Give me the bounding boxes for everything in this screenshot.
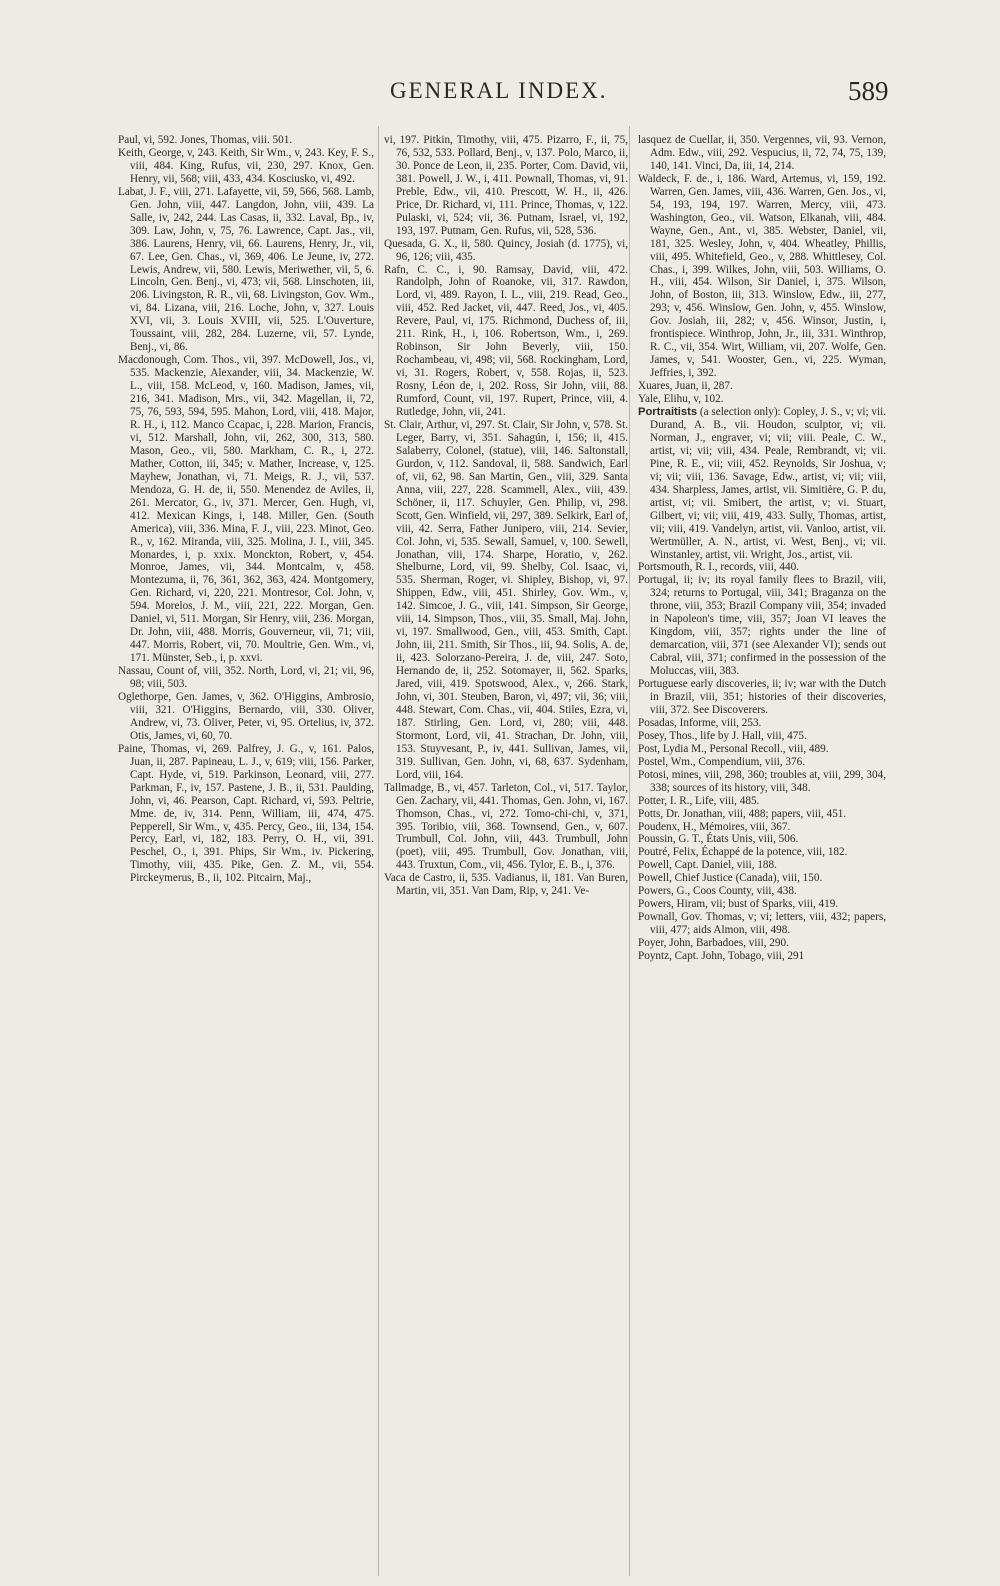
index-entry: Postel, Wm., Compendium, viii, 376. bbox=[638, 755, 805, 768]
index-entry: Posadas, Informe, viii, 253. bbox=[638, 716, 762, 729]
index-entry: Macdonough, Com. Thos., vii, 397. McDowell, Jos., vi, 535. Mackenzie, Alexander, viii, 34. Mackenzie, W. L., viii, 158. McLeod, v, 160. Madison, James, vii, 216, 341. Madison, Mrs., vii, 342. Magellan, ii, 72, 75, 76, 593, 594, 595. Mahon, Lord, viii, 418. Major, R. H., i, 112. Manco Ccapac, i, 228. Marion, Francis, vi, 512. Marshall, John, vii, 262, 300, 313, 580. Mason, Geo., vii, 580. Markham, C. R., i, 272. Mather, Cotton, iii, 345; v. Mather, Increase, v, 125. Mayhew, Jonathan, vi, 71. Meigs, R. J., vii, 537. Mendoza, G. H. de, ii, 550. Menendez de Aviles, ii, 261. Mercator, G., iv, 371. Mercer, Gen. Hugh, vi, 412. Mexican Kings, i, 148. Miller, Gen. (South America), viii, 336. Mina, F. J., viii, 223. Minot, Geo. R., v, 162. Miranda, viii, 325. Molina, J. I., viii, 345. Monardes, i, p. xxix. Monckton, Robert, v, 454. Monroe, James, vii, 344. Montcalm, v, 458. Montezuma, ii, 76, 361, 362, 363, 424. Montgomery, Gen. Richard, vi, 220, 221. Montresor, Col. John, v, 594. Morelos, J. M., viii, 221, 222. Morgan, Gen. Daniel, vi, 511. Morgan, Sir Henry, viii, 236. Morgan, Dr. John, viii, 488. Morris, Gouverneur, vii, 71; viii, 447. Morris, Robert, vii, 70. Moultrie, Gen. Wm., vi, 171. Münster, Seb., i, p. xxvi. bbox=[118, 354, 374, 665]
index-entry: Waldeck, F. de., i, 186. Ward, Artemus, vi, 159, 192. Warren, Gen. James, viii, 436. Warren, Gen. Jos., vi, 54, 193, 194, 197. Warren, Mercy, viii, 473. Washington, Geo., vii. Watson, Elkanah, viii, 484. Wayne, Gen., Ant., vi, 385. Webster, Daniel, vii, 181, 325. Wesley, John, v, 404. Wheatley, Phillis, viii, 495. Whitefield, Geo., v, 288. Whittlesey, Col. Chas., i, 399. Wilkes, John, viii, 503. Williams, O. H., viii, 454. Wilson, Sir Daniel, i, 375. Wilson, John, of Boston, iii, 313. Winslow, Edw., iii, 277, 293; v, 456. Winslow, Gen. John, v, 455. Winslow, Gov. Josiah, iii, 282; v, 456. Winsor, Justin, i, frontispiece. Winthrop, John, Jr., iii, 331. Winthrop, R. C., vii, 354. Wirt, William, vii, 207. Wolfe, Gen. James, v, 541. Wooster, Gen., vi, 225. Wyman, Jeffries, i, 392. bbox=[638, 172, 886, 380]
index-entry: Posey, Thos., life by J. Hall, viii, 475. bbox=[638, 729, 807, 742]
page-header bbox=[0, 78, 1000, 114]
index-entry: Poussin, G. T., États Unis, viii, 506. bbox=[638, 833, 799, 846]
index-entry: Quesada, G. X., ii, 580. Quincy, Josiah (d. 1775), vi, 96, 126; viii, 435. bbox=[384, 237, 628, 263]
index-entry: Powers, G., Coos County, viii, 438. bbox=[638, 885, 797, 898]
index-entry: Paul, vi, 592. Jones, Thomas, viii. 501. bbox=[118, 134, 293, 146]
index-entry: Poyer, John, Barbadoes, viii, 290. bbox=[638, 937, 789, 950]
index-entry: Yale, Elihu, v, 102. bbox=[638, 393, 724, 406]
index-entry: Portsmouth, R. I., records, viii, 440. bbox=[638, 561, 799, 574]
index-entry: Poutré, Felix, Échappé de la potence, viii, 182. bbox=[638, 846, 848, 859]
index-entry: Rafn, C. C., i, 90. Ramsay, David, viii, 472. Randolph, John of Roanoke, vii, 317. Rawdon, Lord, vi, 489. Rayon, I. L., viii, 219. Read, Geo., viii, 452. Red Jacket, vii, 447. Reed, Jos., vi, 405. Revere, Paul, vi, 175. Richmond, Duchess of, iii, 211. Rink, H., i, 106. Robertson, Wm., i, 269. Robinson, Sir John Beverly, viii, 150. Rochambeau, vi, 498; vii, 568. Rockingham, Lord, vi, 31. Rogers, Robert, v, 558. Rojas, ii, 523. Rosny, Léon de, i, 202. Ross, Sir John, viii, 88. Rumford, Count, vii, 197. Rupert, Prince, viii, 4. Rutledge, John, vii, 241. bbox=[384, 263, 628, 419]
index-column-1 bbox=[118, 134, 374, 1564]
index-entry: Powell, Capt. Daniel, viii, 188. bbox=[638, 859, 777, 872]
index-entry: Xuares, Juan, ii, 287. bbox=[638, 380, 733, 393]
index-entry: Powell, Chief Justice (Canada), viii, 150. bbox=[638, 872, 823, 885]
index-entry: Portraitists (a selection only): Copley, J. S., v; vi; vii. Durand, A. B., vii. Houdon, sculptor, vi; vii. Norman, J., engraver, vi; vii; viii. Peale, C. W., artist, vi; vii; viii, 434. Peale, Rembrandt, vi; vii. Pine, R. E., vii; viii, 452. Reynolds, Sir Joshua, v; vi; vii; viii, 136. Savage, Edw., artist, vi; vii; viii, 434. Sharpless, James, artist, vii. Simitière, G. P. du, artist, vi; vii. Smibert, the artist, v; vi. Stuart, Gilbert, vi; vii; viii, 419, 433. Sully, Thomas, artist, vii; viii, 419. Vandelyn, artist, vii. Vanloo, artist, vii. Wertmüller, A. N., artist, vi. West, Benj., vi; vii. Winstanley, artist, vii. Wright, Jos., artist, vii. bbox=[638, 406, 886, 561]
index-columns bbox=[118, 134, 886, 1564]
index-entry: Potts, Dr. Jonathan, viii, 488; papers, viii, 451. bbox=[638, 807, 847, 820]
index-entry: Keith, George, v, 243. Keith, Sir Wm., v, 243. Key, F. S., viii, 484. King, Rufus, vii, 230, 297. Knox, Gen. Henry, vii, 568; viii, 433, 434. Kosciusko, vi, 492. bbox=[118, 146, 374, 185]
index-entry: Potter, I. R., Life, viii, 485. bbox=[638, 794, 760, 807]
index-entry: Labat, J. F., viii, 271. Lafayette, vii, 59, 566, 568. Lamb, Gen. John, viii, 447. Langdon, John, viii, 439. La Salle, iv, 242, 244. Las Casas, ii, 332. Laval, Bp., iv, 309. Law, John, v, 75, 76. Lawrence, Capt. Jas., vii, 386. Laurens, Henry, vii, 66. Laurens, Henry, Jr., vii, 67. Lee, Gen. Chas., vi, 369, 406. Le Jeune, iv, 272. Lewis, Andrew, vii, 580. Lewis, Meriwether, vii, 5, 6. Lincoln, Gen. Benj., vi, 473; vii, 568. Linschoten, iii, 206. Livingston, R. R., vii, 68. Livingston, Gov. Wm., vi, 84. Lizana, viii, 216. Loche, John, v, 327. Louis XVI, vii, 3. Louis XVIII, vii, 525. L'Ouverture, Toussaint, viii, 282, 284. Luzerne, vii, 57. Lynde, Benj., vi, 86. bbox=[118, 185, 374, 354]
index-column-2 bbox=[384, 134, 628, 1564]
index-entry: lasquez de Cuellar, ii, 350. Vergennes, vii, 93. Vernon, Adm. Edw., viii, 292. Vespucius, ii, 72, 74, 75, 139, 140, 141. Vinci, Da, iii, 14, 214. bbox=[638, 134, 886, 172]
index-entry: Post, Lydia M., Personal Recoll., viii, 489. bbox=[638, 742, 829, 755]
index-column-3 bbox=[638, 134, 886, 1564]
index-entry: Potosi, mines, viii, 298, 360; troubles at, viii, 299, 304, 338; sources of its history, viii, 348. bbox=[638, 768, 886, 794]
index-entry: Oglethorpe, Gen. James, v, 362. O'Higgins, Ambrosio, viii, 321. O'Higgins, Bernardo, viii, 330. Oliver, Andrew, vi, 73. Oliver, Peter, vi, 95. Ortelius, iv, 372. Otis, James, vi, 60, 70. bbox=[118, 690, 374, 742]
index-entry: Paine, Thomas, vi, 269. Palfrey, J. G., v, 161. Palos, Juan, ii, 287. Papineau, L. J., v, 619; viii, 156. Parker, Capt. Hyde, vi, 519. Parkinson, Leonard, viii, 277. Parkman, F., iv, 157. Pastene, J. B., ii, 531. Paulding, John, vi, 46. Pearson, Capt. Richard, vi, 593. Peltrie, Mme. de, iv, 314. Penn, William, iii, 474, 475. Pepperell, Sir Wm., v, 435. Percy, Geo., iii, 134, 154. Percy, Earl, vi, 182, 183. Perry, O. H., vii, 391. Peschel, O., i, 391. Phips, Sir Wm., iv. Pickering, Timothy, viii, 435. Pike, Gen. Z. M., vii, 554. Pirckeymerus, B., ii, 102. Pitcairn, Maj., bbox=[118, 742, 374, 885]
index-entry: Portuguese early discoveries, ii; iv; war with the Dutch in Brazil, viii, 351; histories of their discoveries, viii, 372. See Discoverers. bbox=[638, 678, 886, 716]
index-entry: Pownall, Gov. Thomas, v; vi; letters, viii, 432; papers, viii, 477; aids Almon, viii, 498. bbox=[638, 911, 886, 937]
index-entry: Powers, Hiram, vii; bust of Sparks, viii, 419. bbox=[638, 898, 839, 911]
index-entry: Vaca de Castro, ii, 535. Vadianus, ii, 181. Van Buren, Martin, vii, 351. Van Dam, Rip, v, 241. Ve- bbox=[384, 872, 628, 898]
index-entry: St. Clair, Arthur, vi, 297. St. Clair, Sir John, v, 578. St. Leger, Barry, vi, 351. Sahagún, i, 156; ii, 415. Salaberry, Colonel, (statue), viii, 146. Saltonstall, Gurdon, v, 112. Sandoval, ii, 588. Sandwich, Earl of, vii, 62, 98. San Martin, Gen., viii, 329. Santa Anna, viii, 227, 228. Scammell, Alex., viii, 439. Schöner, ii, 117. Schuyler, Gen. Philip, vi, 298. Scott, Gen. Winfield, vii, 297, 389. Selkirk, Earl of, viii, 42. Serra, Father Junipero, viii, 214. Sevier, Col. John, vi, 535. Sewall, Samuel, v, 100. Sewell, Jonathan, viii, 174. Sharpe, Horatio, v, 262. Shelburne, Lord, vii, 99. Shelby, Col. Isaac, vi, 535. Sherman, Roger, vi. Shipley, Bishop, vi, 97. Shippen, Edw., viii, 451. Shirley, Gov. Wm., v, 142. Simcoe, J. G., viii, 141. Simpson, Sir George, viii, 14. Simpson, Thos., viii, 35. Small, Maj. John, vi, 197. Smallwood, Gen., viii, 453. Smith, Capt. John, iii, 211. Smith, Sir Thos., iii, 94. Solis, A. de, ii, 423. Solorzano-Pereira, J. de, viii, 247. Soto, Hernando de, ii, 252. Sotomayer, ii, 562. Sparks, Jared, viii, 419. Spotswood, Alex., v, 266. Stark, John, vi, 301. Steuben, Baron, vi, 497; vii, 36; viii, 448. Stewart, Com. Chas., vii, 404. Stiles, Ezra, vi, 187. Stirling, Gen. Lord, vi, 280; viii, 448. Stormont, Lord, vii, 41. Strachan, Dr. John, viii, 153. Stuyvesant, P., iv, 441. Sullivan, James, vii, 319. Sullivan, Gen. John, vi, 68, 637. Sydenham, Lord, viii, 164. bbox=[384, 418, 628, 781]
index-entry: Portugal, ii; iv; its royal family flees to Brazil, viii, 324; returns to Portugal, viii, 341; Braganza on the throne, viii, 353; Brazil Company viii, 354; invaded in Napoleon's time, viii, 357; Joan VI leaves the Kingdom, viii, 357; rights under the line of demarcation, viii, 371 (see Alexander VI); sends out Cabral, viii, 371; confirmed in the possession of the Moluccas, viii, 383. bbox=[638, 574, 886, 678]
index-entry: vi, 197. Pitkin, Timothy, viii, 475. Pizarro, F., ii, 75, 76, 532, 533. Pollard, Benj., v, 137. Polo, Marco, ii, 30. Ponce de Leon, ii, 235. Porter, Com. David, vii, 381. Powell, J. W., i, 411. Pownall, Thomas, vi, 91. Preble, Edw., vii, 410. Prescott, W. H., ii, 426. Price, Dr. Richard, vi, 111. Prince, Thomas, v, 122. Pulaski, vi, 524; vii, 36. Putnam, Israel, vi, 192, 193, 197. Putnam, Gen. Rufus, vii, 528, 536. bbox=[384, 134, 628, 237]
index-entry: Poyntz, Capt. John, Tobago, viii, 291 bbox=[638, 950, 805, 963]
index-entry: Nassau, Count of, viii, 352. North, Lord, vi, 21; vii, 96, 98; viii, 503. bbox=[118, 665, 374, 691]
running-title: GENERAL INDEX. bbox=[390, 78, 608, 103]
index-entry: Tallmadge, B., vi, 457. Tarleton, Col., vi, 517. Taylor, Gen. Zachary, vii, 441. Thomas, Gen. John, vi, 167. Thomson, Chas., vi, 272. Tomo-chi-chi, v, 371, 395. Toribio, viii, 368. Townsend, Gen., v, 607. Trumbull, Col. John, viii, 443. Trumbull, John (poet), viii, 495. Trumbull, Gov. Jonathan, viii, 443. Truxtun, Com., vii, 456. Tylor, E. B., i, 376. bbox=[384, 781, 628, 872]
index-entry: Poudenx, H., Mémoires, viii, 367. bbox=[638, 820, 791, 833]
page-number: 589 bbox=[848, 76, 889, 106]
